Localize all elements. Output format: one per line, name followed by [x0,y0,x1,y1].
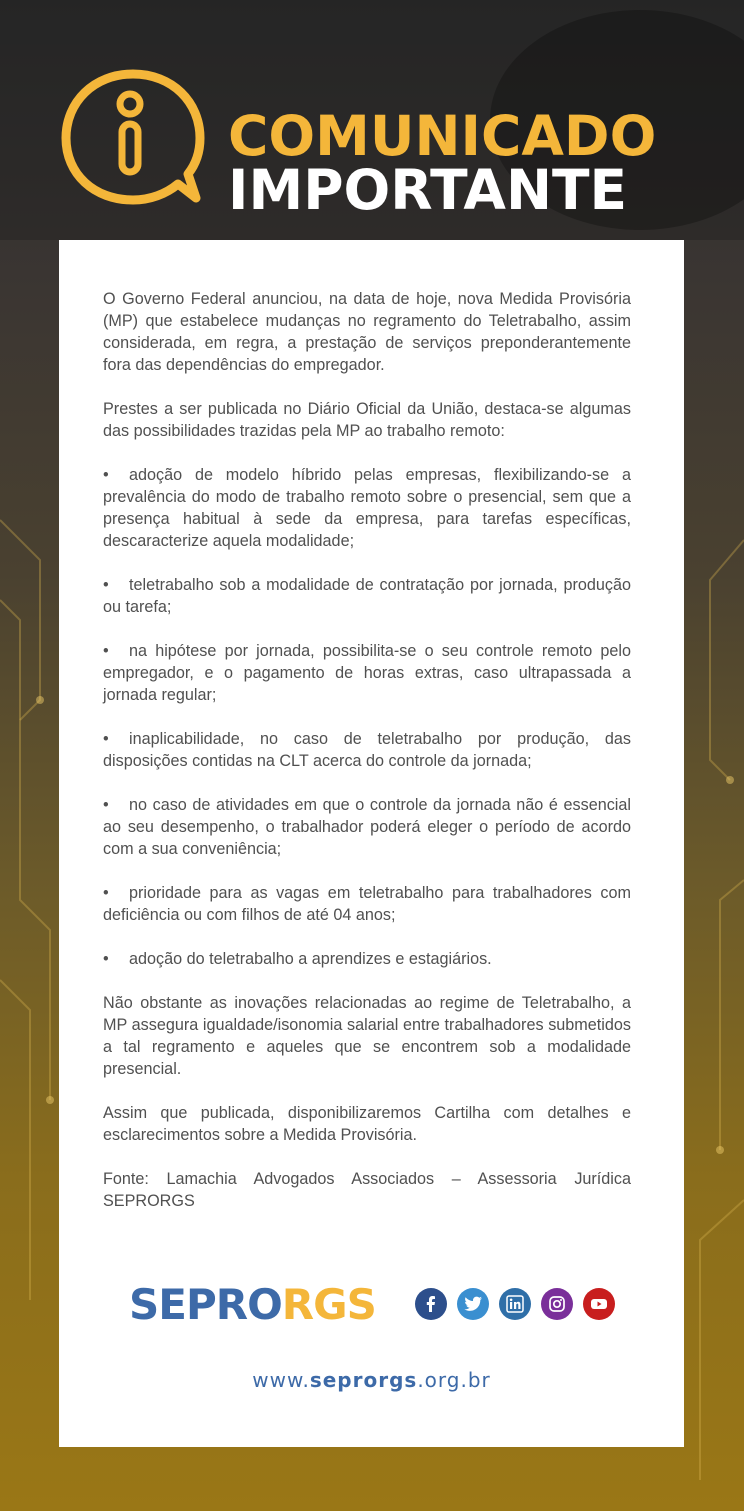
instagram-icon[interactable] [541,1288,573,1320]
bullet-symbol: • [103,796,109,814]
bullet-text: adoção de modelo híbrido pelas empresas, flexibilizando-se a prevalência do modo de trabalho remoto sobre o presencial, sem que a presença habitual à sede da empresa, para tarefas específicas, descaracterize aquela modalidade; [103,466,631,550]
bullet-text: adoção do teletrabalho a aprendizes e estagiários. [129,950,492,968]
bullet-item [103,794,631,860]
bullet-text: na hipótese por jornada, possibilita-se o seu controle remoto pelo empregador, e o pagamento de horas extras, caso ultrapassada a jornada regular; [103,642,631,704]
closing-paragraph: Não obstante as inovações relacionadas ao regime de Teletrabalho, a MP assegura igualdade/isonomia salarial entre trabalhadores submetidos a tal regramento e aqueles que se encontrem sob a modalidade presencial. [103,994,631,1078]
announcement-text [103,288,631,1234]
social-links [415,1288,615,1322]
bullet-text: no caso de atividades em que o controle da jornada não é essencial ao seu desempenho, o trabalhador poderá eleger o período de acordo com a sua conveniência; [103,796,631,858]
bullet-symbol: • [103,950,109,968]
bullet-item [103,464,631,552]
seprorgs-logo: SEPRORGS [129,1280,376,1329]
intro-paragraph: O Governo Federal anunciou, na data de hoje, nova Medida Provisória (MP) que estabelece mudanças no regramento do Teletrabalho, assim considerada, em regra, a prestação de serviços preponderantemente fora das dependências do empregador. [103,290,631,374]
bullet-symbol: • [103,730,109,748]
linkedin-icon[interactable] [499,1288,531,1320]
bullet-item [103,640,631,706]
title-importante: IMPORTANTE [228,158,628,222]
bullet-item [103,882,631,926]
source-paragraph: Fonte: Lamachia Advogados Associados – Assessoria Jurídica SEPRORGS [103,1170,631,1210]
bullet-symbol: • [103,576,109,594]
facebook-icon[interactable] [415,1288,447,1320]
followup-paragraph: Assim que publicada, disponibilizaremos Cartilha com detalhes e esclarecimentos sobre a Medida Provisória. [103,1104,631,1144]
twitter-icon[interactable] [457,1288,489,1320]
bullet-text: prioridade para as vagas em teletrabalho para trabalhadores com deficiência ou com filhos de até 04 anos; [103,884,631,924]
website-link[interactable]: www.seprorgs.org.br [252,1368,491,1392]
lead-paragraph: Prestes a ser publicada no Diário Oficial da União, destaca-se algumas das possibilidades trazidas pela MP ao trabalho remoto: [103,400,631,440]
content-card [59,240,684,1447]
bullet-item [103,728,631,772]
footer-row [129,1280,629,1330]
info-speech-bubble-icon [58,66,208,208]
bullet-text: teletrabalho sob a modalidade de contratação por jornada, produção ou tarefa; [103,576,631,616]
bullet-symbol: • [103,642,109,660]
header [0,0,744,240]
bullet-item [103,948,631,970]
bullet-text: inaplicabilidade, no caso de teletrabalho por produção, das disposições contidas na CLT acerca do controle da jornada; [103,730,631,770]
title-comunicado: COMUNICADO [228,104,657,168]
youtube-icon[interactable] [583,1288,615,1320]
bullet-symbol: • [103,884,109,902]
bullet-symbol: • [103,466,109,484]
bullet-item [103,574,631,618]
